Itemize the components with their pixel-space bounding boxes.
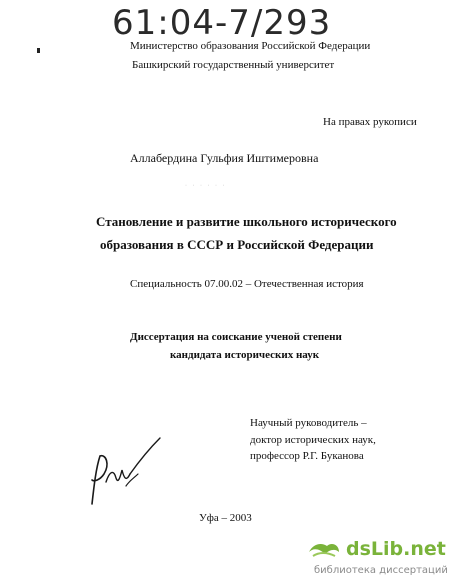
- thesis-title-line-2: образования в СССР и Российской Федерации: [100, 237, 374, 252]
- dissertation-degree-line-1: Диссертация на соискание ученой степени: [130, 331, 342, 343]
- handwritten-archive-code: [112, 2, 352, 38]
- dslib-watermark: [303, 538, 448, 580]
- dslib-brand: dsLib.net: [346, 538, 446, 560]
- speciality: Специальность 07.00.02 – Отечественная история: [130, 278, 364, 290]
- author-name: Аллабердина Гульфия Иштимеровна: [130, 151, 319, 165]
- advisor-line-2: доктор исторических наук,: [250, 434, 376, 446]
- faint-stamp-mark: · · · · · ·: [185, 183, 227, 189]
- ministry-name: Министерство образования Российской Федерации: [130, 40, 371, 52]
- rights-note: На правах рукописи: [323, 116, 417, 128]
- city-year: Уфа – 2003: [199, 512, 252, 524]
- dslib-subtitle: библиотека диссертаций: [314, 565, 448, 576]
- advisor-line-1: Научный руководитель –: [250, 417, 367, 429]
- dissertation-degree-line-2: кандидата исторических наук: [170, 349, 320, 361]
- university-name: Башкирский государственный университет: [132, 59, 335, 71]
- advisor-line-3: профессор Р.Г. Буканова: [250, 450, 364, 462]
- thesis-title-line-1: Становление и развитие школьного исторического: [96, 214, 397, 229]
- handwritten-signature: [86, 434, 164, 510]
- archive-code-text: 61:04-7/293: [112, 3, 332, 38]
- dslib-logo-icon: [307, 540, 341, 562]
- margin-mark: [37, 48, 40, 53]
